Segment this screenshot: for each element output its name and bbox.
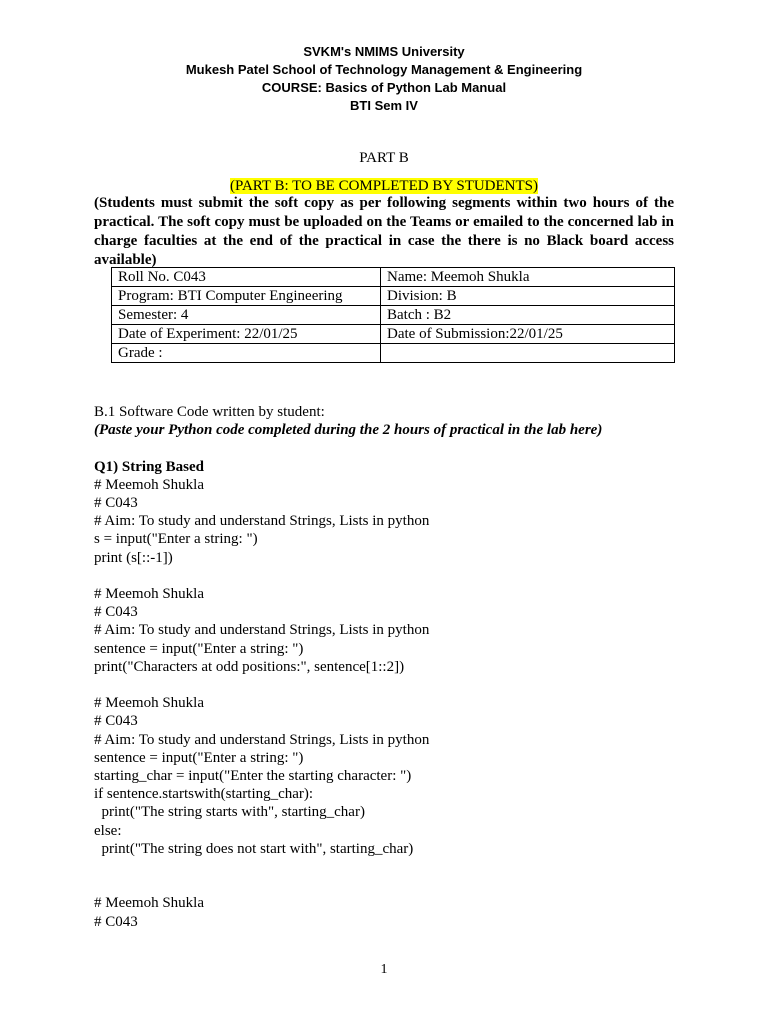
- code-line: if sentence.startswith(starting_char):: [94, 786, 314, 803]
- school-name: Mukesh Patel School of Technology Management & Engineering: [185, 62, 583, 77]
- division-cell: Division: B: [381, 287, 675, 306]
- semester-cell: Semester: 4: [112, 306, 381, 325]
- code-line: # C043: [94, 604, 138, 621]
- code-line: print("The string starts with", starting_char): [94, 804, 365, 821]
- part-title: PART B: [359, 150, 409, 166]
- table-row: [112, 344, 675, 363]
- code-line: s = input("Enter a string: "): [94, 531, 258, 548]
- table-row: [112, 287, 675, 306]
- university-name: SVKM's NMIMS University: [303, 44, 465, 59]
- code-line: else:: [94, 822, 122, 839]
- code-line: print("The string does not start with", starting_char): [94, 840, 414, 857]
- student-name-cell: Name: Meemoh Shukla: [381, 268, 675, 287]
- section-note: (Paste your Python code completed during the 2 hours of practical in the lab here): [94, 422, 603, 439]
- date-of-experiment-cell: Date of Experiment: 22/01/25: [112, 325, 381, 344]
- blank-line: [94, 567, 694, 585]
- program-cell: Program: BTI Computer Engineering: [112, 287, 381, 306]
- blank-line: [94, 439, 694, 457]
- code-line: # Meemoh Shukla: [94, 695, 204, 712]
- code-line: # C043: [94, 913, 138, 930]
- part-subtitle-highlight: (PART B: TO BE COMPLETED BY STUDENTS): [229, 178, 539, 194]
- code-line: # Meemoh Shukla: [94, 895, 204, 912]
- table-row: [112, 325, 675, 344]
- section-heading: B.1 Software Code written by student:: [94, 404, 325, 420]
- code-line: # C043: [94, 713, 138, 730]
- code-line: # C043: [94, 495, 138, 511]
- table-row: [112, 306, 675, 325]
- course-title: COURSE: Basics of Python Lab Manual: [261, 80, 507, 95]
- code-line: starting_char = input("Enter the starting character: "): [94, 768, 412, 785]
- table-row: [112, 268, 675, 287]
- roll-number-cell: Roll No. C043: [112, 268, 381, 287]
- code-line: sentence = input("Enter a string: "): [94, 640, 304, 657]
- grade-cell: Grade :: [112, 344, 381, 363]
- code-line: # Meemoh Shukla: [94, 476, 204, 493]
- student-info-table: [111, 267, 675, 363]
- blank-line: [94, 858, 694, 876]
- question-title: Q1) String Based: [94, 458, 205, 475]
- semester-title: BTI Sem IV: [350, 98, 418, 113]
- code-line: # Aim: To study and understand Strings, Lists in python: [94, 622, 430, 639]
- part-subtitle: [0, 177, 768, 195]
- batch-cell: Batch : B2: [381, 306, 675, 325]
- blank-line: [94, 876, 694, 894]
- page-number: 1: [380, 962, 388, 977]
- grade-value-cell: [381, 344, 675, 363]
- submission-instructions: (Students must submit the soft copy as per following segments within two hours of the practical. The soft copy must be uploaded on the Teams or emailed to the concerned lab in charge faculties at the end of the practical in case the there is no Black board access available): [94, 195, 674, 268]
- code-line: # Aim: To study and understand Strings, Lists in python: [94, 731, 430, 748]
- code-section: [94, 403, 694, 931]
- date-of-submission-cell: Date of Submission:22/01/25: [381, 325, 675, 344]
- code-line: sentence = input("Enter a string: "): [94, 749, 304, 766]
- code-line: # Meemoh Shukla: [94, 586, 204, 602]
- code-line: print (s[::-1]): [94, 549, 173, 566]
- document-header: [0, 43, 768, 115]
- code-line: print("Characters at odd positions:", sentence[1::2]): [94, 658, 405, 675]
- code-line: # Aim: To study and understand Strings, Lists in python: [94, 513, 430, 530]
- blank-line: [94, 676, 694, 694]
